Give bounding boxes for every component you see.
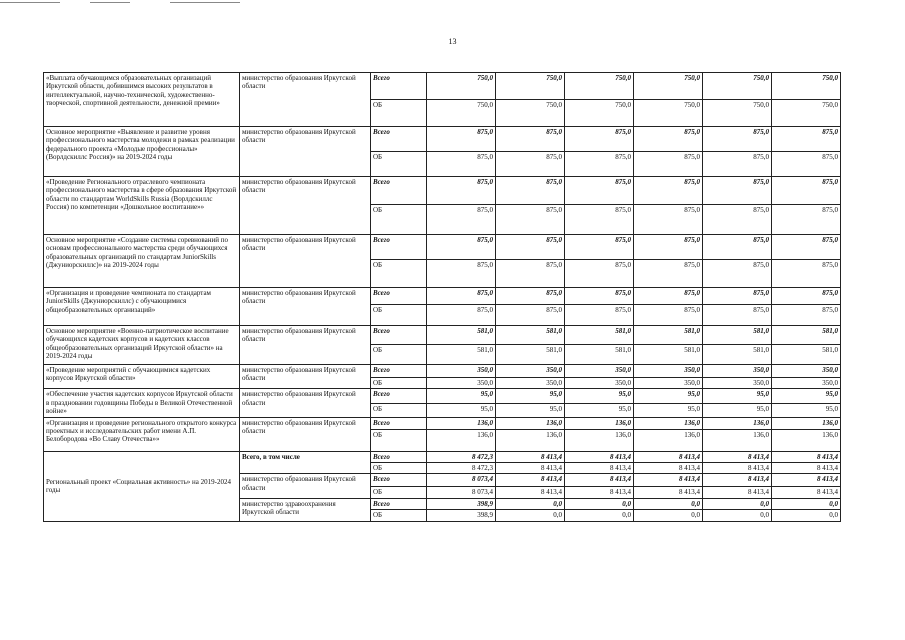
amount-cell: 0,0 — [772, 498, 841, 509]
funding-source: ОБ — [371, 260, 427, 288]
table-body — [44, 73, 841, 522]
executor: министерство образования Иркутской области — [240, 177, 371, 235]
measure-name: «Выплата обучающимся образовательных организаций Иркутской области, добившимся высоких результатов в интеллектуальной, научно-технической, художественно-творческой, спортивной деятельности, денежной премии» — [44, 73, 240, 127]
amount-cell: 581,0 — [496, 326, 565, 345]
table-row — [44, 235, 841, 260]
amount-cell: 0,0 — [634, 498, 703, 509]
executor: министерство образования Иркутской области — [240, 288, 371, 326]
amount-cell: 581,0 — [772, 345, 841, 365]
amount-cell: 875,0 — [565, 235, 634, 260]
amount-cell: 875,0 — [772, 152, 841, 177]
amount-cell: 8 413,4 — [496, 451, 565, 462]
amount-cell: 136,0 — [703, 429, 772, 451]
measure-name: Основное мероприятие «Создание системы соревнований по основам профессионального мастерства среди обучающихся образовательных организаций по стандартам JuniorSkills (Джуниорскиллс)» на 2019-2024 годы — [44, 235, 240, 288]
measure-name: «Проведение Регионального отраслевого чемпионата профессионального мастерства в сфере образования Иркутской области по стандартам WorldSkills Russia (Ворлдскиллс Россия) по компетенции «Дошкольное воспитание»» — [44, 177, 240, 235]
amount-cell: 581,0 — [634, 345, 703, 365]
table-row — [44, 451, 841, 462]
amount-cell: 581,0 — [427, 326, 496, 345]
amount-cell: 875,0 — [496, 205, 565, 235]
amount-cell: 875,0 — [703, 205, 772, 235]
amount-cell: 350,0 — [565, 365, 634, 378]
amount-cell: 750,0 — [703, 73, 772, 100]
amount-cell: 95,0 — [634, 404, 703, 417]
funding-source: ОБ — [371, 510, 427, 521]
amount-cell: 875,0 — [565, 177, 634, 205]
amount-cell: 0,0 — [565, 510, 634, 521]
amount-cell: 95,0 — [772, 389, 841, 404]
amount-cell: 8 413,4 — [634, 451, 703, 462]
table-row — [44, 177, 841, 205]
amount-cell: 581,0 — [427, 345, 496, 365]
amount-cell: 875,0 — [427, 177, 496, 205]
executor: министерство образования Иркутской области — [240, 474, 371, 498]
amount-cell: 875,0 — [634, 205, 703, 235]
project-name: Региональный проект «Социальная активность» на 2019-2024 годы — [44, 451, 240, 521]
amount-cell: 875,0 — [703, 288, 772, 305]
amount-cell: 8 413,4 — [496, 487, 565, 498]
amount-cell: 875,0 — [565, 260, 634, 288]
amount-cell: 875,0 — [772, 305, 841, 326]
amount-cell: 875,0 — [427, 260, 496, 288]
amount-cell: 95,0 — [703, 389, 772, 404]
funding-source: Всего — [371, 177, 427, 205]
amount-cell: 875,0 — [634, 127, 703, 152]
funding-source: ОБ — [371, 152, 427, 177]
amount-cell: 875,0 — [772, 127, 841, 152]
amount-cell: 750,0 — [496, 100, 565, 127]
scan-artifact — [170, 2, 240, 3]
funding-source: Всего — [371, 474, 427, 487]
amount-cell: 136,0 — [427, 429, 496, 451]
amount-cell: 750,0 — [772, 100, 841, 127]
executor: министерство образования Иркутской области — [240, 326, 371, 365]
amount-cell: 875,0 — [427, 152, 496, 177]
amount-cell: 875,0 — [565, 152, 634, 177]
measure-name: «Проведение мероприятий с обучающимися кадетских корпусов Иркутской области» — [44, 365, 240, 389]
amount-cell: 750,0 — [427, 100, 496, 127]
measure-name: «Организация и проведение регионального открытого конкурса проектных и исследовательских работ имени А.П. Белобородова «Во Славу Отечества»» — [44, 417, 240, 451]
amount-cell: 136,0 — [772, 429, 841, 451]
amount-cell: 350,0 — [772, 365, 841, 378]
amount-cell: 95,0 — [634, 389, 703, 404]
amount-cell: 350,0 — [634, 378, 703, 389]
amount-cell: 875,0 — [565, 288, 634, 305]
amount-cell: 875,0 — [565, 305, 634, 326]
amount-cell: 8 413,4 — [772, 474, 841, 487]
amount-cell: 350,0 — [703, 378, 772, 389]
amount-cell: 875,0 — [496, 177, 565, 205]
amount-cell: 581,0 — [634, 326, 703, 345]
amount-cell: 8 413,4 — [703, 462, 772, 473]
funding-source: ОБ — [371, 345, 427, 365]
amount-cell: 750,0 — [565, 100, 634, 127]
amount-cell: 875,0 — [634, 305, 703, 326]
amount-cell: 750,0 — [634, 100, 703, 127]
amount-cell: 0,0 — [496, 510, 565, 521]
amount-cell: 95,0 — [772, 404, 841, 417]
amount-cell: 350,0 — [427, 365, 496, 378]
measure-name: Основное мероприятие «Выявление и развитие уровня профессионального мастерства молодежи в рамках реализации федерального проекта «Молодые профессионалы» (Ворлдскиллс Россия)» на 2019-2024 годы — [44, 127, 240, 177]
amount-cell: 875,0 — [496, 288, 565, 305]
funding-source: ОБ — [371, 487, 427, 498]
amount-cell: 581,0 — [772, 326, 841, 345]
amount-cell: 581,0 — [703, 345, 772, 365]
amount-cell: 0,0 — [565, 498, 634, 509]
amount-cell: 136,0 — [496, 417, 565, 429]
amount-cell: 581,0 — [496, 345, 565, 365]
executor: министерство образования Иркутской области — [240, 417, 371, 451]
amount-cell: 0,0 — [703, 498, 772, 509]
scan-artifact — [0, 2, 60, 3]
amount-cell: 875,0 — [703, 235, 772, 260]
amount-cell: 136,0 — [703, 417, 772, 429]
amount-cell: 136,0 — [634, 429, 703, 451]
amount-cell: 875,0 — [634, 260, 703, 288]
amount-cell: 875,0 — [703, 305, 772, 326]
amount-cell: 8 413,4 — [565, 474, 634, 487]
table-row — [44, 389, 841, 404]
amount-cell: 350,0 — [703, 365, 772, 378]
amount-cell: 350,0 — [496, 365, 565, 378]
amount-cell: 875,0 — [496, 152, 565, 177]
funding-source: ОБ — [371, 462, 427, 473]
amount-cell: 875,0 — [634, 152, 703, 177]
executor: министерство образования Иркутской области — [240, 73, 371, 127]
table-row — [44, 417, 841, 429]
funding-source: ОБ — [371, 378, 427, 389]
amount-cell: 875,0 — [427, 235, 496, 260]
amount-cell: 875,0 — [703, 152, 772, 177]
table-row — [44, 73, 841, 100]
amount-cell: 8 413,4 — [634, 474, 703, 487]
amount-cell: 8 472,3 — [427, 451, 496, 462]
scan-artifact — [90, 2, 130, 3]
amount-cell: 8 472,3 — [427, 462, 496, 473]
executor: министерство образования Иркутской области — [240, 365, 371, 389]
amount-cell: 136,0 — [772, 417, 841, 429]
amount-cell: 8 413,4 — [772, 487, 841, 498]
executor: министерство образования Иркутской области — [240, 127, 371, 177]
funding-source: Всего — [371, 73, 427, 100]
amount-cell: 875,0 — [772, 177, 841, 205]
amount-cell: 875,0 — [634, 177, 703, 205]
funding-source: ОБ — [371, 205, 427, 235]
amount-cell: 0,0 — [772, 510, 841, 521]
amount-cell: 8 413,4 — [703, 451, 772, 462]
amount-cell: 398,9 — [427, 498, 496, 509]
funding-source: Всего — [371, 417, 427, 429]
amount-cell: 0,0 — [634, 510, 703, 521]
amount-cell: 875,0 — [565, 205, 634, 235]
executor: министерство образования Иркутской области — [240, 235, 371, 288]
amount-cell: 8 073,4 — [427, 487, 496, 498]
amount-cell: 136,0 — [427, 417, 496, 429]
amount-cell: 350,0 — [772, 378, 841, 389]
amount-cell: 398,9 — [427, 510, 496, 521]
table-row — [44, 326, 841, 345]
amount-cell: 350,0 — [496, 378, 565, 389]
funding-table — [43, 72, 841, 522]
amount-cell: 875,0 — [427, 288, 496, 305]
amount-cell: 95,0 — [703, 404, 772, 417]
amount-cell: 875,0 — [772, 288, 841, 305]
measure-name: «Организация и проведение чемпионата по стандартам JuniorSkills (Джуниорскиллс) с обучающимися общеобразовательных организаций» — [44, 288, 240, 326]
amount-cell: 95,0 — [496, 404, 565, 417]
amount-cell: 0,0 — [496, 498, 565, 509]
amount-cell: 875,0 — [427, 127, 496, 152]
amount-cell: 750,0 — [427, 73, 496, 100]
amount-cell: 875,0 — [772, 260, 841, 288]
amount-cell: 875,0 — [634, 235, 703, 260]
amount-cell: 136,0 — [565, 429, 634, 451]
amount-cell: 581,0 — [565, 326, 634, 345]
amount-cell: 581,0 — [703, 326, 772, 345]
amount-cell: 875,0 — [703, 127, 772, 152]
amount-cell: 875,0 — [703, 177, 772, 205]
amount-cell: 8 413,4 — [703, 474, 772, 487]
funding-source: Всего — [371, 235, 427, 260]
amount-cell: 95,0 — [565, 404, 634, 417]
amount-cell: 875,0 — [496, 305, 565, 326]
amount-cell: 875,0 — [703, 260, 772, 288]
amount-cell: 8 413,4 — [496, 474, 565, 487]
amount-cell: 136,0 — [496, 429, 565, 451]
amount-cell: 8 413,4 — [634, 462, 703, 473]
funding-source: Всего — [371, 326, 427, 345]
amount-cell: 0,0 — [703, 510, 772, 521]
amount-cell: 350,0 — [565, 378, 634, 389]
amount-cell: 581,0 — [565, 345, 634, 365]
amount-cell: 8 413,4 — [565, 451, 634, 462]
amount-cell: 350,0 — [634, 365, 703, 378]
amount-cell: 875,0 — [496, 127, 565, 152]
amount-cell: 8 413,4 — [634, 487, 703, 498]
amount-cell: 8 413,4 — [772, 462, 841, 473]
amount-cell: 95,0 — [496, 389, 565, 404]
amount-cell: 875,0 — [496, 260, 565, 288]
table-row — [44, 365, 841, 378]
amount-cell: 750,0 — [496, 73, 565, 100]
executor: Всего, в том числе — [240, 451, 371, 474]
funding-source: Всего — [371, 498, 427, 509]
funding-source: Всего — [371, 288, 427, 305]
amount-cell: 875,0 — [634, 288, 703, 305]
amount-cell: 95,0 — [427, 404, 496, 417]
amount-cell: 95,0 — [427, 389, 496, 404]
amount-cell: 750,0 — [565, 73, 634, 100]
amount-cell: 136,0 — [634, 417, 703, 429]
amount-cell: 750,0 — [772, 73, 841, 100]
amount-cell: 8 413,4 — [565, 487, 634, 498]
funding-source: ОБ — [371, 100, 427, 127]
amount-cell: 8 413,4 — [496, 462, 565, 473]
table-row — [44, 288, 841, 305]
page-number: 13 — [448, 37, 457, 46]
amount-cell: 875,0 — [772, 205, 841, 235]
table-row — [44, 127, 841, 152]
amount-cell: 8 413,4 — [565, 462, 634, 473]
amount-cell: 875,0 — [772, 235, 841, 260]
funding-source: Всего — [371, 389, 427, 404]
amount-cell: 875,0 — [427, 305, 496, 326]
measure-name: Основное мероприятие «Военно-патриотическое воспитание обучающихся кадетских корпусов и кадетских классов общеобразовательных организаций Иркутской области» на 2019-2024 годы — [44, 326, 240, 365]
amount-cell: 875,0 — [496, 235, 565, 260]
executor: министерство образования Иркутской области — [240, 389, 371, 417]
measure-name: «Обеспечение участия кадетских корпусов Иркутской области в праздновании годовщины Победы в Великой Отечественной войне» — [44, 389, 240, 417]
amount-cell: 350,0 — [427, 378, 496, 389]
amount-cell: 136,0 — [565, 417, 634, 429]
amount-cell: 875,0 — [427, 205, 496, 235]
amount-cell: 875,0 — [565, 127, 634, 152]
amount-cell: 750,0 — [703, 100, 772, 127]
amount-cell: 8 413,4 — [772, 451, 841, 462]
funding-source: ОБ — [371, 429, 427, 451]
funding-source: Всего — [371, 365, 427, 378]
amount-cell: 8 073,4 — [427, 474, 496, 487]
funding-source: Всего — [371, 451, 427, 462]
amount-cell: 95,0 — [565, 389, 634, 404]
funding-source: ОБ — [371, 305, 427, 326]
funding-source: Всего — [371, 127, 427, 152]
amount-cell: 750,0 — [634, 73, 703, 100]
funding-source: ОБ — [371, 404, 427, 417]
amount-cell: 8 413,4 — [703, 487, 772, 498]
executor: министерство здравоохранения Иркутской области — [240, 498, 371, 521]
